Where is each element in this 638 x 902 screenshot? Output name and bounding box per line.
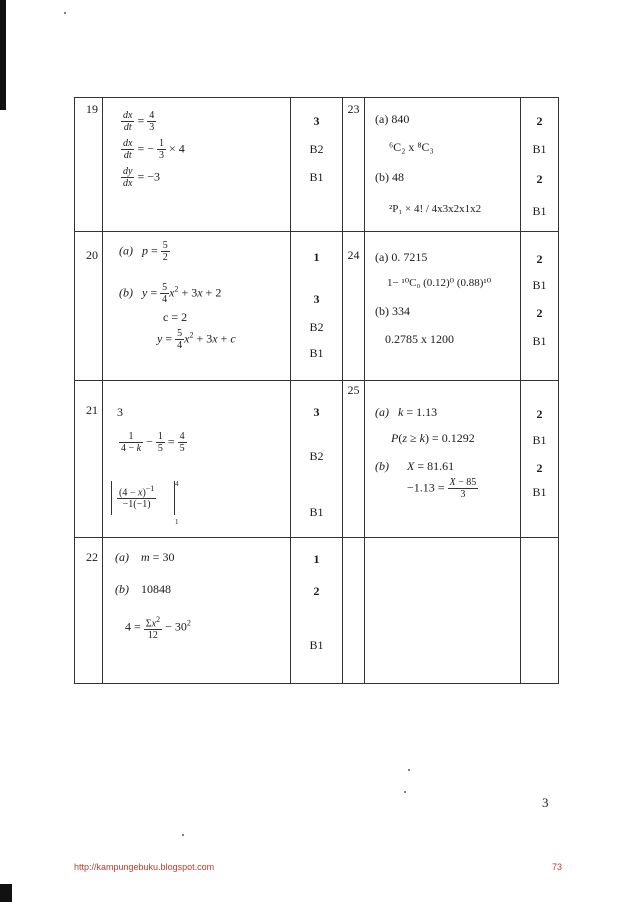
- mark: 2: [536, 407, 543, 421]
- integral-limit: 1: [175, 518, 179, 526]
- mark: 3: [313, 405, 320, 419]
- table-row: [75, 232, 559, 381]
- question-number: 25: [343, 381, 365, 538]
- empty-cell: [521, 538, 559, 684]
- question-number: 24: [343, 232, 365, 381]
- mark: 2: [536, 252, 543, 266]
- marks-cell: [521, 381, 559, 538]
- table-row: [75, 381, 559, 538]
- integral-limit: 4: [175, 480, 179, 488]
- working-line: 4 = $\frac{\Sigma x^2}{12}$ − $30^2$: [125, 615, 191, 642]
- working-line: $\frac{(4 - x)^{-1}}{-1(-1)}$: [119, 484, 155, 511]
- working-line: (a) 0. 7215: [375, 250, 428, 264]
- mark: B1: [309, 346, 324, 360]
- mark: 2: [536, 461, 543, 475]
- footer-page-number: 73: [552, 862, 563, 872]
- marks-cell: [521, 232, 559, 381]
- working-line: 0.2785 x 1200: [385, 332, 454, 346]
- mark: B1: [532, 142, 547, 156]
- mark: B1: [309, 170, 324, 184]
- marks-cell: [291, 538, 343, 684]
- working-line: ⁶C₂ x ⁸C₃: [389, 140, 434, 154]
- working-line: (b) 48: [375, 170, 404, 184]
- question-number: 23: [343, 98, 365, 232]
- mark: B2: [309, 449, 324, 463]
- working-line: (b) X = 81.61: [375, 459, 455, 473]
- working-line: 1− ¹⁰C₀ (0.12)⁰ (0.88)¹⁰: [387, 277, 492, 289]
- working-line: 3: [117, 405, 123, 419]
- mark: B1: [532, 485, 547, 499]
- mark: 1: [313, 552, 320, 566]
- working-cell: [103, 381, 291, 538]
- working-cell: [365, 381, 521, 538]
- empty-cell: [365, 538, 521, 684]
- question-number: 22: [75, 538, 103, 684]
- working-line: (b) y = $\frac{5}{4}$ $x^2 + 3x + 2$: [119, 282, 222, 305]
- mark: B1: [309, 505, 324, 519]
- mark: B2: [309, 142, 324, 156]
- working-line: (a) k = 1.13: [375, 405, 438, 419]
- working-line: $\frac{dx}{dt}$ = − $\frac{1}{3}$ × 4: [123, 138, 185, 161]
- working-line: c = 2: [163, 310, 188, 324]
- table-row: [75, 98, 559, 232]
- mark: 3: [313, 114, 320, 128]
- page-edge-shadow: [0, 0, 6, 110]
- mark: B1: [532, 334, 547, 348]
- working-line: (b) 10848: [115, 582, 171, 596]
- marking-scheme-table: [74, 97, 559, 684]
- mark: 2: [536, 306, 543, 320]
- question-number: 20: [75, 232, 103, 381]
- mark: 2: [536, 114, 543, 128]
- working-cell: [103, 232, 291, 381]
- question-number: 21: [75, 381, 103, 538]
- mark: B1: [532, 204, 547, 218]
- mark: 3: [313, 292, 320, 306]
- mark: B2: [309, 320, 324, 334]
- mark: B1: [532, 433, 547, 447]
- table-row: [75, 538, 559, 684]
- working-line: $\frac{1}{4 - k}$ − $\frac{1}{5}$ = $\frac{4}{5}$: [121, 431, 185, 454]
- empty-cell: [343, 538, 365, 684]
- working-cell: [103, 538, 291, 684]
- marks-cell: [291, 381, 343, 538]
- mark: B1: [309, 638, 324, 652]
- working-line: (a) 840: [375, 112, 410, 126]
- mark: B1: [532, 278, 547, 292]
- working-line: (b) 334: [375, 304, 410, 318]
- working-cell: [103, 98, 291, 232]
- working-line: (a) p = $\frac{5}{2}$: [119, 240, 168, 263]
- page-number: 3: [542, 795, 549, 810]
- marks-cell: [291, 232, 343, 381]
- scan-speck: [408, 769, 410, 771]
- footer-url-link[interactable]: http://kampungebuku.blogspot.com: [74, 862, 215, 872]
- marks-cell: [291, 98, 343, 232]
- mark: 2: [536, 172, 543, 186]
- page-edge-shadow-bottom: [0, 884, 12, 902]
- working-line: y = $\frac{5}{4}$ $x^2 + 3x + c$: [157, 328, 236, 351]
- working-cell: [365, 232, 521, 381]
- scan-speck: [182, 834, 184, 836]
- working-line: (a) m = 30: [115, 550, 175, 564]
- marks-cell: [521, 98, 559, 232]
- working-line: $\frac{dx}{dt}$ = $\frac{4}{3}$: [123, 110, 155, 133]
- working-line: $\frac{dy}{dx}$ = −3: [123, 166, 160, 189]
- working-cell: [365, 98, 521, 232]
- question-number: 19: [75, 98, 103, 232]
- scan-speck: [404, 791, 406, 793]
- mark: 1: [313, 250, 320, 264]
- working-line: ²P₁ × 4! / 4x3x2x1x2: [389, 203, 482, 215]
- working-line: P(z ≥ k) = 0.1292: [391, 431, 475, 445]
- scan-speck: [64, 12, 66, 14]
- mark: 2: [313, 584, 320, 598]
- working-line: −1.13 = $\frac{X - 85}{3}$: [407, 477, 477, 500]
